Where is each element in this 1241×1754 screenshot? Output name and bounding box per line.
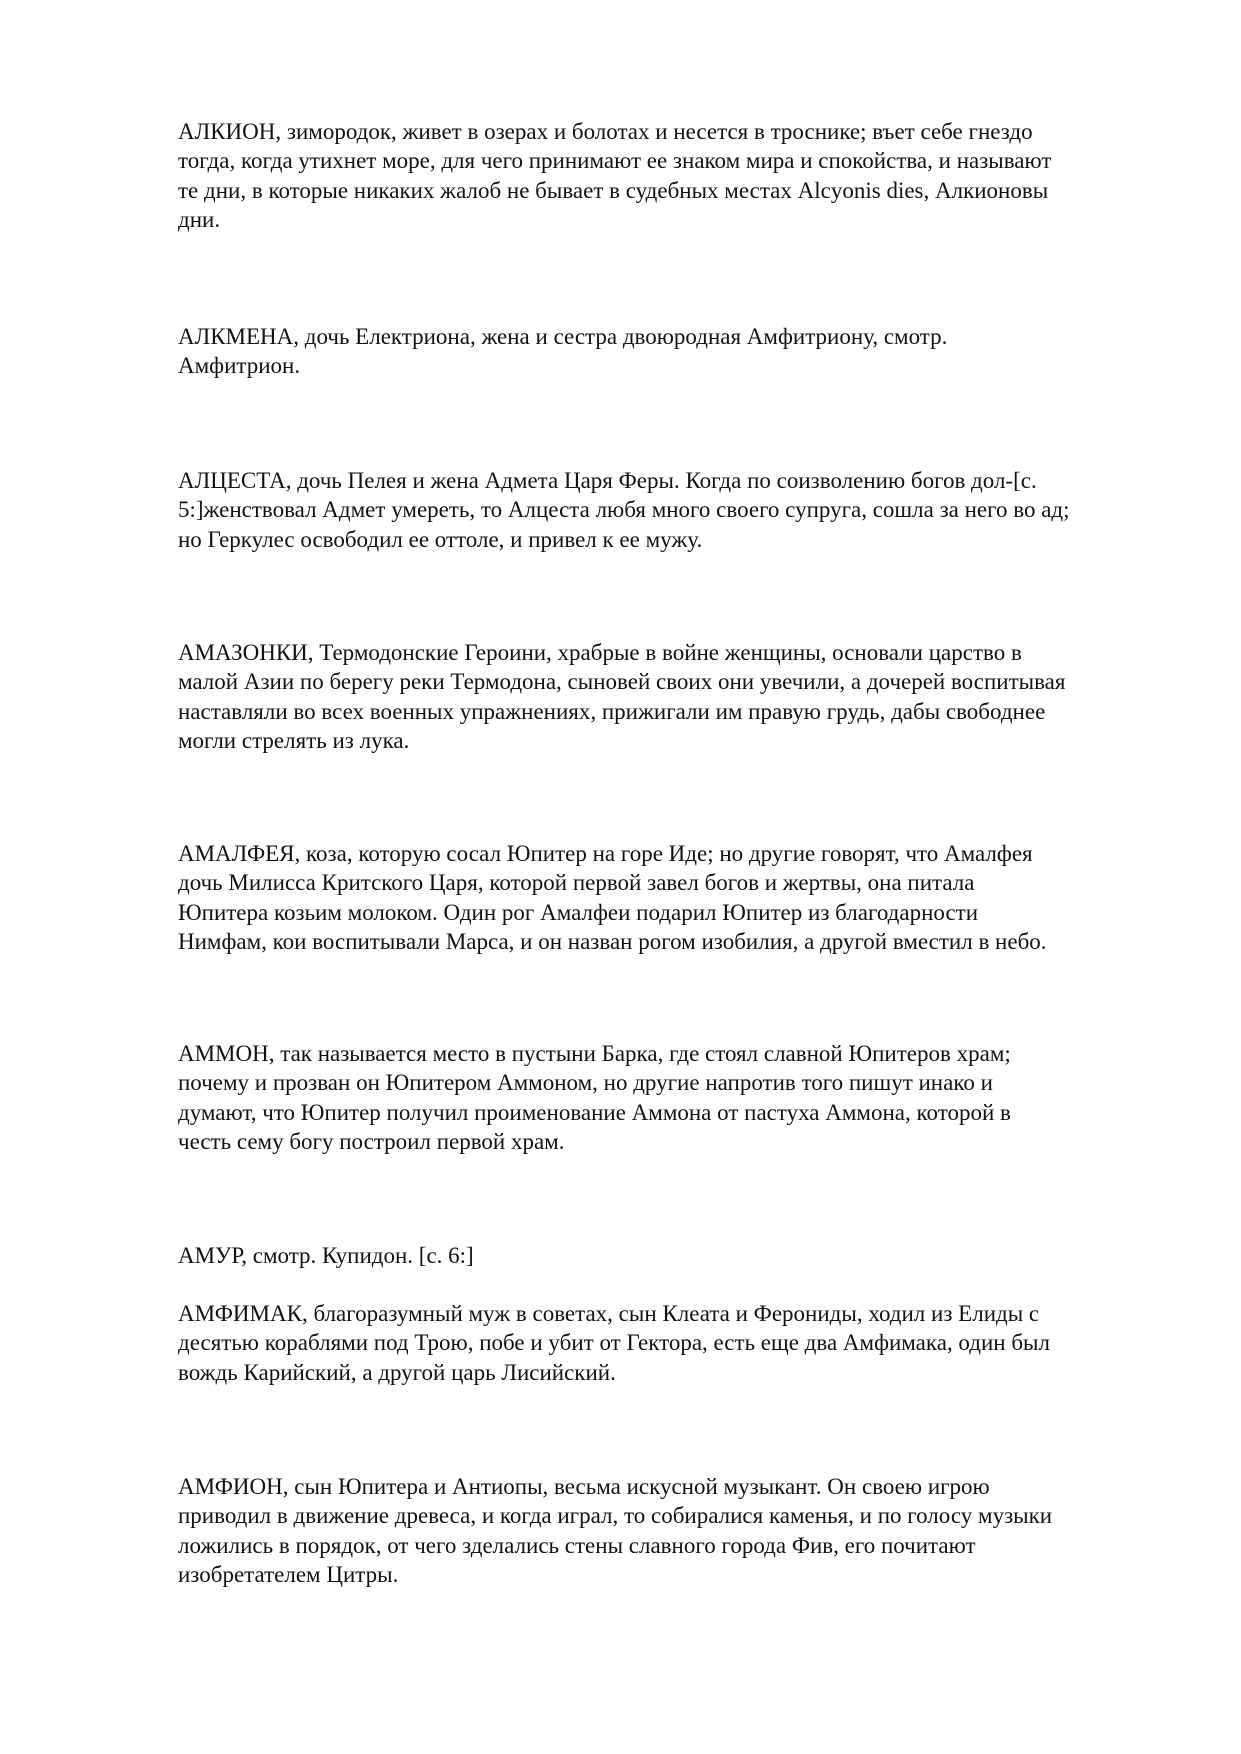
entry-alcesta: АЛЦЕСТА, дочь Пелея и жена Адмета Царя Феры. Когда по соизволению богов дол-[с. 5:]женствовал Адмет умереть, то Алцеста любя много своего супруга, сошла за него во ад; но Геркулес освободил ее оттоле, и привел к ее мужу.	[178, 468, 1070, 552]
entry-amazonki: АМАЗОНКИ, Термодонские Героини, храбрые в войне женщины, основали царство в малой Азии по берегу реки Термодона, сыновей своих они увечили, а дочерей воспитывая наставляли во всех военных упражнениях, прижигали им правую грудь, дабы свободнее могли стрелять из лука.	[178, 640, 1066, 753]
entry-alkmena: АЛКМЕНА, дочь Електриона, жена и сестра двоюродная Амфитриону, смотр. Амфитрион.	[178, 324, 948, 379]
entry-alkion: АЛКИОН, зимородок, живет в озерах и болотах и несется в троснике; въет себе гнездо тогда, когда утихнет море, для чего принимают ее знаком мира и спокойства, и называют те дни, в которые никаких жалоб не бывает в судебных местах Alcyonis dies, Алкионовы дни.	[178, 119, 1052, 232]
entry-amfion: АМФИОН, сын Юпитера и Антиопы, весьма искусной музыкант. Он своею игрою приводил в движение древеса, и когда играл, то собиралися каменья, и по голосу музыки ложились в порядок, от чего зделались стены славного города Фив, его почитают изобретателем Цитры.	[178, 1474, 1053, 1587]
entry-amur: АМУР, смотр. Купидон. [с. 6:]	[178, 1243, 474, 1268]
entry-amfimak: АМФИМАК, благоразумный муж в советах, сын Клеата и Ферониды, ходил из Елиды с десятью кораблями под Трою, побе и убит от Гектора, есть еще два Амфимака, один был вождь Карийский, а другой царь Лисийский.	[178, 1301, 1050, 1385]
entry-ammon: АММОН, так называется место в пустыни Барка, где стоял славной Юпитеров храм; почему и прозван он Юпитером Аммоном, но другие напротив того пишут инако и думают, что Юпитер получил проименование Аммона от пастуха Аммона, которой в честь сему богу построил первой храм.	[178, 1041, 1011, 1154]
entry-amalfeya: АМАЛФЕЯ, коза, которую сосал Юпитер на горе Иде; но другие говорят, что Амалфея дочь Милисса Критского Царя, которой первой завел богов и жертвы, она питала Юпитера козьим молоком. Один рог Амалфеи подарил Юпитер из благодарности Нимфам, кои воспитывали Марса, и он назван рогом изобилия, а другой вместил в небо.	[178, 841, 1047, 954]
